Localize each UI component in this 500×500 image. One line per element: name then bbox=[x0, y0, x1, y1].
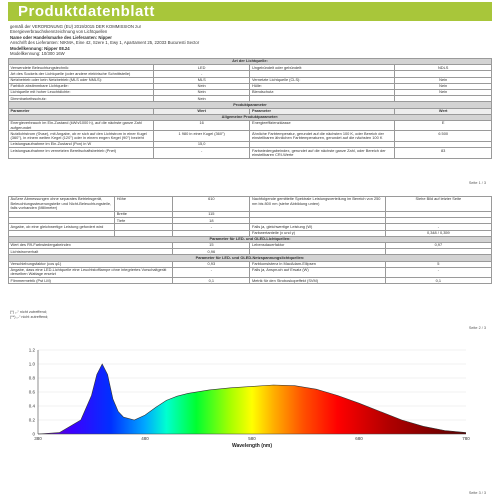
y-tick-label: 1.0 bbox=[28, 361, 35, 367]
param-value: 610 bbox=[173, 197, 250, 212]
param-label: Ungebündelt oder gebündelt: bbox=[250, 65, 395, 71]
param-value: - bbox=[385, 224, 491, 230]
param-label: Netzbetrieb oder kein Netzbetrieb (MLS oder NMLS): bbox=[9, 77, 154, 83]
param-label: Blendschutz: bbox=[250, 89, 395, 95]
param-value: 1 980 in einer Kugel (360°) bbox=[153, 131, 250, 142]
x-axis-label: Wavelength (nm) bbox=[231, 443, 273, 449]
param-label: Farblich abstimmbare Lichtquelle: bbox=[9, 83, 154, 89]
param-label: Vernetzte Lichtquelle (CLS): bbox=[250, 77, 395, 83]
param-sublabel: Breite bbox=[115, 212, 173, 218]
param-value: Siehe Bild auf letzter Seite bbox=[385, 197, 491, 212]
meta-line-model: Modellkennung: Nipper 08.24 bbox=[10, 46, 70, 51]
y-tick-label: 0.2 bbox=[28, 417, 35, 423]
y-tick-label: 0.8 bbox=[28, 375, 35, 381]
parameter-table-1 bbox=[8, 58, 492, 159]
param-label: Leistungsaufnahme im vernetzten Bereitschaftsbetrieb (Pnet) bbox=[9, 148, 154, 159]
section-heading: Parameter für LED- und OLED-Lichtquellen: bbox=[9, 236, 492, 242]
y-tick-label: 0.6 bbox=[28, 389, 35, 395]
param-label: Nutzlichtstrom (Φuse), mit Angabe, ob er sich auf den Lichtstrom in einer Kugel (360°), in einem weiten Kegel (120°) oder in einem engen Kegel (90°) bezieht bbox=[9, 131, 154, 142]
y-tick-label: 0.4 bbox=[28, 403, 35, 409]
param-value: 0,348 / 0,359 bbox=[385, 230, 491, 236]
param-label: Falls ja, gleichwertige Leistung (W) bbox=[250, 224, 385, 230]
param-value: 16 bbox=[153, 120, 250, 131]
param-label: Lichtquelle mit hoher Leuchtdichte: bbox=[9, 89, 154, 95]
meta-line-model-id: Modellkennung: 10/300 16W bbox=[10, 51, 65, 56]
param-value: 0,93 bbox=[173, 261, 250, 267]
column-header: Wert bbox=[153, 108, 250, 114]
param-value: - bbox=[173, 224, 250, 230]
x-tick-label: 680 bbox=[355, 436, 363, 441]
param-value: 0,1 bbox=[173, 278, 250, 284]
param-value: MLS bbox=[153, 77, 250, 83]
table-row bbox=[9, 278, 492, 284]
meta-line-address: Anschrift des Lieferanten: NIKMA, Eine 42, Szere 1, Ewy 1, Apartament 25, 22033 Bucuresti Sector bbox=[10, 40, 200, 45]
param-label: Energieverbrauch im Ein-Zustand (kWh/1000 h), auf die nächste ganze Zahl aufgerundet bbox=[9, 120, 154, 131]
x-tick-label: 480 bbox=[141, 436, 149, 441]
param-label: Dimmbarkeitsschutz: bbox=[9, 96, 154, 102]
param-value: 0,97 bbox=[385, 242, 491, 248]
x-tick-label: 380 bbox=[34, 436, 42, 441]
page-title: Produktdatenblatt bbox=[18, 3, 155, 20]
page-number: Seite 1 / 3 bbox=[468, 181, 486, 185]
x-tick-label: 780 bbox=[462, 436, 470, 441]
spectrum-chart bbox=[8, 342, 492, 450]
param-label: Leistungsaufnahme im Ein-Zustand (Pon) in W bbox=[9, 142, 154, 148]
param-value: Nein bbox=[395, 83, 492, 89]
y-tick-label: 1.2 bbox=[28, 347, 35, 353]
table-row bbox=[9, 267, 492, 278]
page-number: Seite 3 / 3 bbox=[468, 491, 486, 495]
param-label: Angabe, dass eine LED-Lichtquelle eine Leuchtstofflampe ohne integriertes Vorschaltgerät derselben Wattage ersetzt bbox=[9, 267, 173, 278]
param-label: Falls ja, Anspruch auf Ersatz (W) bbox=[250, 267, 385, 278]
param-value: 5 bbox=[385, 261, 491, 267]
param-label: Lebensdauerfaktor bbox=[250, 242, 385, 248]
param-label: Verschiebungsfaktor (cos φ1) bbox=[9, 261, 173, 267]
param-label: Flimmermetrik (Pst LM) bbox=[9, 278, 173, 284]
param-value: 115 bbox=[173, 212, 250, 218]
section-heading: Produktparameter bbox=[9, 102, 492, 108]
y-tick-label: 0 bbox=[32, 431, 35, 437]
param-value: LED bbox=[153, 65, 250, 71]
meta-line-supplier: Name oder Handelsmarke des Lieferanten: Nipper bbox=[10, 35, 112, 40]
param-value: 15,0 bbox=[153, 142, 250, 148]
param-value: NDLS bbox=[395, 65, 492, 71]
parameter-table-2 bbox=[8, 196, 492, 284]
param-label: Nachfolgende gemittelte Spektrale Leistungsverteilung im Bereich von 250 nm bis 800 nm (siehe Abbildung unten) bbox=[250, 197, 385, 212]
table-row bbox=[9, 120, 492, 131]
param-value: 15 bbox=[173, 242, 250, 248]
param-label: Verwendete Beleuchtungstechnik: bbox=[9, 65, 154, 71]
param-value: Nein bbox=[153, 96, 250, 102]
table-row bbox=[9, 197, 492, 212]
footnote: (*) „-“ nicht zutreffend; bbox=[10, 310, 47, 314]
page-number: Seite 2 / 3 bbox=[468, 326, 486, 330]
param-value: 83 bbox=[395, 148, 492, 159]
meta-line-regulation: gemäß der VERORDNUNG (EU) 2019/2015 DER KOMMISSION zur bbox=[10, 24, 142, 29]
param-value: Nein bbox=[153, 83, 250, 89]
param-value: E bbox=[395, 120, 492, 131]
param-value: - bbox=[153, 148, 250, 159]
param-label: Farbkonsistenz in MacAdam-Ellipsen bbox=[250, 261, 385, 267]
param-label: Angabe, ob eine gleichwertige Leistung gefordert wird bbox=[9, 224, 115, 230]
param-sublabel: Tiefe bbox=[115, 218, 173, 224]
param-value: 18 bbox=[173, 218, 250, 224]
meta-line-scope: Energieverbrauchskennzeichnung von Lichtquellen bbox=[10, 29, 108, 34]
param-value: 0,1 bbox=[385, 278, 491, 284]
param-label: Farbwiedergabeindex, gerundet auf die nächste ganze Zahl, oder Bereich der einstellbaren CRI-Werte bbox=[250, 148, 395, 159]
header-bar bbox=[8, 2, 492, 21]
param-sublabel: Höhe bbox=[115, 197, 173, 212]
table-row bbox=[9, 148, 492, 159]
section-heading: Allgemeine Produktparameter: bbox=[9, 114, 492, 120]
spectrum-svg bbox=[8, 342, 492, 450]
param-value: - bbox=[385, 267, 491, 278]
param-value: Nein bbox=[153, 89, 250, 95]
param-label: Äußere Abmessungen ohne separates Betriebsgerät, Beleuchtungssteuerungsteile und Nicht-Beleuchtungsteile, falls vorhanden (Millimeter) bbox=[9, 197, 115, 212]
param-label: Metrik für den Stroboskopeffekt (SVM) bbox=[250, 278, 385, 284]
param-value: - bbox=[153, 71, 250, 77]
param-label: Ähnliche Farbtemperatur, gerundet auf die nächsten 100 K, oder Bereich der einstellbaren ähnlichen Farbtemperaturen, gerundet auf die nächsten 100 K bbox=[250, 131, 395, 142]
footnote: (**) „-“ nicht zutreffend; bbox=[10, 315, 49, 319]
param-value: 0,96 bbox=[173, 249, 250, 255]
param-label: Energieeffizienzklasse bbox=[250, 120, 395, 131]
param-label: Hülle: bbox=[250, 83, 395, 89]
param-label: Wert des R9-Farbwiedergabeindex bbox=[9, 242, 173, 248]
column-header: Parameter bbox=[9, 108, 154, 114]
param-label: Farbwertanteile (x und y) bbox=[250, 230, 385, 236]
param-value: Nein bbox=[395, 89, 492, 95]
x-tick-label: 580 bbox=[248, 436, 256, 441]
param-value: - bbox=[173, 267, 250, 278]
section-heading: Parameter für LED- und OLED-Netzspannungslichtquellen: bbox=[9, 255, 492, 261]
param-value: Nein bbox=[395, 77, 492, 83]
column-header: Wert bbox=[395, 108, 492, 114]
param-label: Art des Sockels der Lichtquelle (oder andere elektrische Schnittstelle) bbox=[9, 71, 154, 77]
param-label: Lichtstromerhalt bbox=[9, 249, 173, 255]
column-header: Parameter bbox=[250, 108, 395, 114]
table-row bbox=[9, 131, 492, 142]
param-value: 6 500 bbox=[395, 131, 492, 142]
section-heading: Art der Lichtquelle: bbox=[9, 59, 492, 65]
spectrum-area bbox=[38, 364, 466, 434]
